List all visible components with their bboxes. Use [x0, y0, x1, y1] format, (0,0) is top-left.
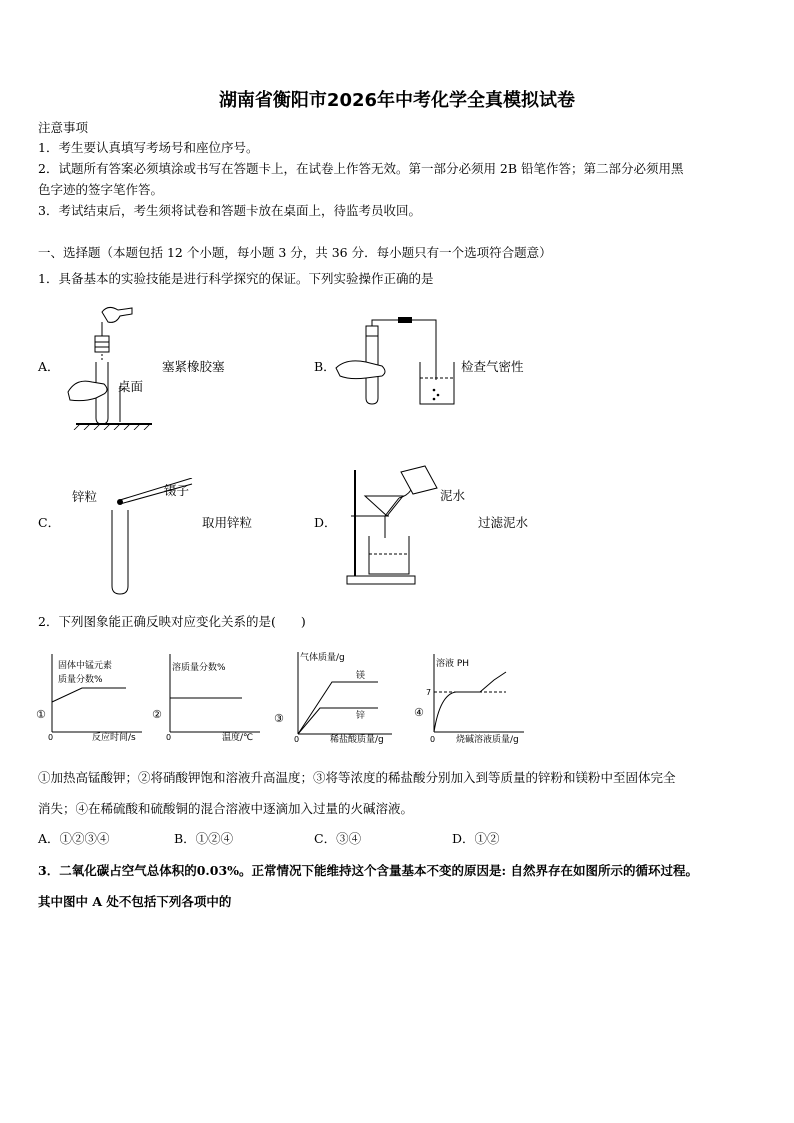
q1-option-c-caption: 取用锌粒 — [202, 515, 253, 530]
notice-item-2: 2．试题所有答案必须填涂或书写在答题卡上，在试卷上作答无效。第一部分必须用 2B 铅笔作答；第二部分必须用黑 — [38, 161, 684, 176]
q2-graph-3-line-mg: 镁 — [356, 671, 366, 681]
q2-graph-1 — [36, 652, 146, 742]
notice-item-3: 3．考试结束后，考生须将试卷和答题卡放在桌面上，待监考员收回。 — [38, 203, 421, 218]
q1-option-a-caption: 塞紧橡胶塞 — [162, 359, 225, 374]
q2-stem: 2．下列图象能正确反映对应变化关系的是( ) — [38, 614, 306, 629]
q2-graph-1-ylabel2: 质量分数% — [58, 675, 103, 685]
q2-graph-1-xlabel: 反应时间/s — [92, 733, 136, 742]
figure-a-stopper — [62, 300, 160, 430]
q2-graph-3-xlabel: 稀盐酸质量/g — [330, 735, 384, 744]
q3-line-1: 3．二氧化碳占空气总体积的0.03%。正常情况下能维持这个含量基本不变的原因是: 自然界存在如图所示的循环过程。 — [38, 863, 698, 878]
notice-item-1: 1．考生要认真填写考场号和座位序号。 — [38, 140, 259, 155]
q2-graph-2-ylabel: 溶质量分数% — [172, 663, 226, 673]
q2-graph-1-ylabel1: 固体中锰元素 — [58, 661, 113, 671]
notice-heading: 注意事项 — [38, 120, 89, 135]
figure-d-label-muddy-water: 泥水 — [440, 488, 466, 503]
q2-graph-4-xlabel: 烧碱溶液质量/g — [456, 735, 519, 744]
figure-b-airtight — [330, 312, 460, 412]
q3-line-2: 其中图中 A 处不包括下列各项中的 — [38, 894, 232, 909]
q2-choice-a: A．①②③④ — [38, 831, 110, 846]
q1-option-d-caption: 过滤泥水 — [478, 515, 529, 530]
q2-graph-2-xlabel: 温度/℃ — [222, 733, 254, 742]
q2-graph-4-origin: 0 — [430, 735, 436, 744]
figure-a-label-table: 桌面 — [118, 379, 144, 394]
q2-graph-3-origin: 0 — [294, 735, 300, 744]
q2-graph-3 — [272, 648, 397, 744]
q1-option-b-letter: B． — [314, 359, 336, 374]
q2-graph-3-num: ③ — [274, 712, 284, 725]
q2-graph-3-line-zn: 锌 — [356, 711, 366, 721]
section-heading: 一、选择题（本题包括 12 个小题，每小题 3 分，共 36 分．每小题只有一个选项符合题意） — [38, 245, 552, 260]
q2-graph-2-origin: 0 — [166, 733, 172, 742]
q2-graph-2-num: ② — [152, 708, 162, 721]
page-title: 湖南省衡阳市2026年中考化学全真模拟试卷 — [218, 90, 576, 111]
q2-graph-4 — [414, 652, 529, 744]
q2-graph-4-ylabel: 溶液 PH — [436, 659, 470, 669]
q2-graph-1-origin: 0 — [48, 733, 54, 742]
q2-choice-b: B．①②④ — [174, 831, 234, 846]
q1-option-d-letter: D． — [314, 515, 337, 530]
q1-option-c-letter: C． — [38, 515, 61, 530]
q2-desc-2: 消失；④在稀硫酸和硫酸铜的混合溶液中逐滴加入过量的火碱溶液。 — [38, 801, 414, 816]
q2-graph-4-num: ④ — [414, 706, 424, 719]
q1-option-b-caption: 检查气密性 — [461, 359, 524, 374]
figure-d-filter — [345, 462, 475, 586]
q1-option-a-letter: A． — [38, 359, 60, 374]
q2-graph-1-num: ① — [36, 708, 46, 721]
q2-choice-c: C．③④ — [314, 831, 362, 846]
figure-c-label-zinc: 锌粒 — [72, 489, 98, 504]
q2-desc-1: ①加热高锰酸钾；②将硝酸钾饱和溶液升高温度；③将等浓度的稀盐酸分别加入到等质量的锌粉和镁粉中至固体完全 — [38, 770, 676, 785]
notice-item-2-cont: 色字迹的签字笔作答。 — [38, 182, 164, 197]
q2-choice-d: D．①② — [452, 831, 500, 846]
q2-graph-4-tick: 7 — [426, 688, 432, 697]
q1-stem: 1．具备基本的实验技能是进行科学探究的保证。下列实验操作正确的是 — [38, 271, 434, 286]
q2-graph-3-ylabel: 气体质量/g — [300, 653, 345, 663]
q2-graph-2 — [150, 652, 265, 742]
figure-c-label-tweezers: 镊子 — [164, 483, 190, 498]
